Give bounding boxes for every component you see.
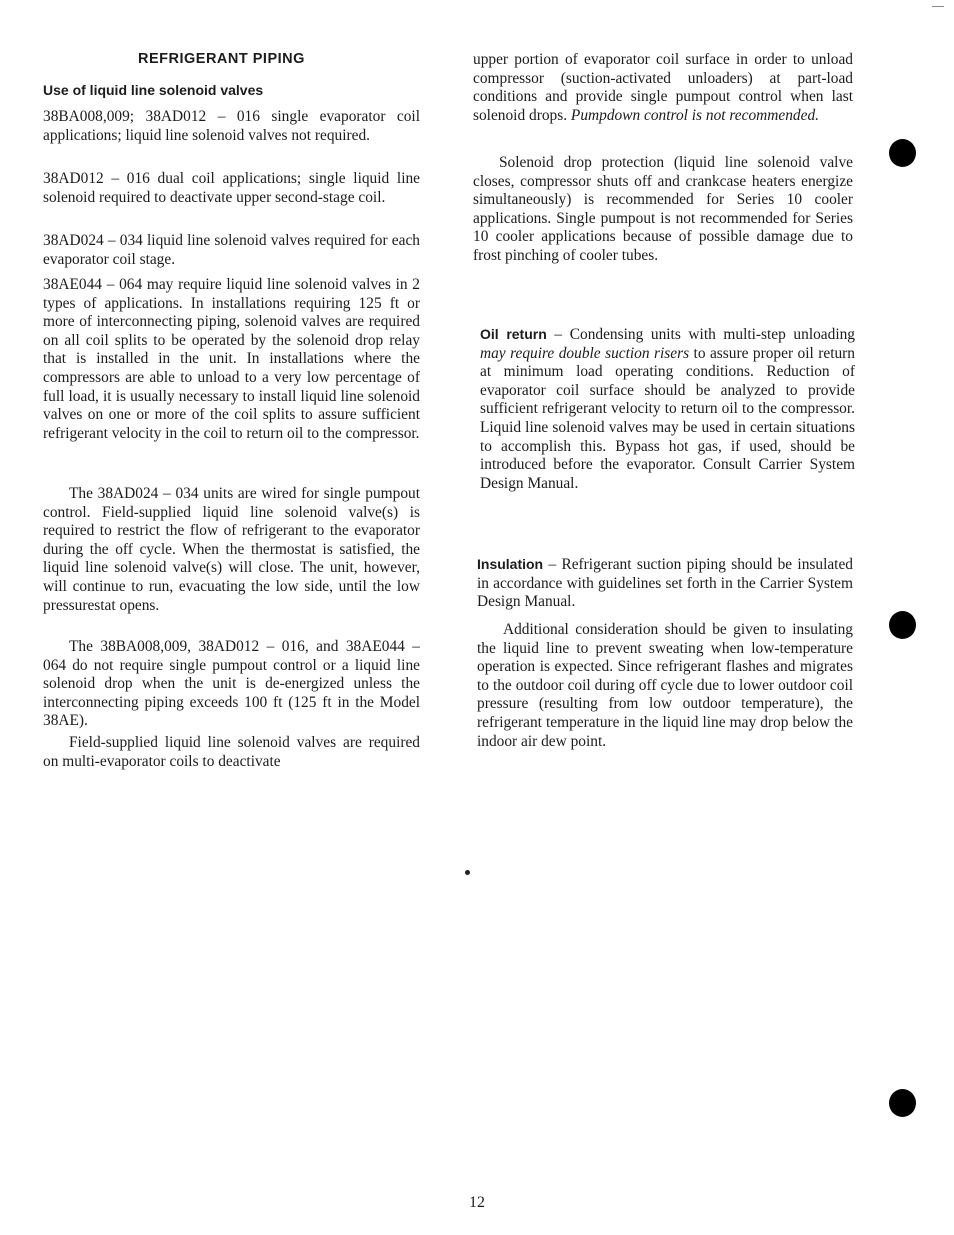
insulation-label: Insulation: [477, 556, 544, 572]
paragraph-38ad012-dual: 38AD012 – 016 dual coil applications; single liquid line solenoid required to deactivate upper second-stage coil.: [43, 170, 420, 206]
paragraph-38ba008: 38BA008,009; 38AD012 – 016 single evaporator coil applications; liquid line solenoid valves not required.: [43, 108, 420, 144]
paragraph-oil-return: [480, 325, 855, 493]
oil-return-italic: may require double suction risers: [480, 344, 690, 362]
subheading: Use of liquid line solenoid valves: [43, 82, 264, 98]
oil-return-text-2: to assure proper oil return at minimum load operating conditions. Reduction of evaporator coil surface should be analyzed to provide sufficient refrigerant velocity to return oil to the compressor. Liquid line solenoid valves may be used in certain situations to accomplish this. Bypass hot gas, if used, should be introduced before the evaporator. Consult Carrier System Design Manual.: [480, 344, 855, 492]
paragraph-insulation: [477, 555, 853, 612]
binding-hole-middle: [889, 611, 916, 639]
paragraph-38ad024: 38AD024 – 034 liquid line solenoid valves required for each evaporator coil stage.: [43, 232, 420, 268]
paragraph-no-pumpout: The 38BA008,009, 38AD012 – 016, and 38AE044 – 064 do not require single pumpout control or a liquid line solenoid drop when the unit is de-energized unless the interconnecting piping exceeds 100 ft (125 ft in the Model 38AE).: [43, 638, 420, 730]
oil-return-dash: –: [554, 326, 563, 343]
corner-mark: [932, 6, 944, 7]
insulation-text: Refrigerant suction piping should be insulated in accordance with guidelines set forth in the Carrier System Design Manual.: [477, 556, 853, 611]
ink-speck: [465, 870, 470, 875]
paragraph-additional-consideration: Additional consideration should be given to insulating the liquid line to prevent sweating when low-temperature operation is expected. Since refrigerant flashes and migrates to the outdoor coil during off cycle due to lower outdoor coil pressure (resulting from low outdoor temperature), the refrigerant temperature in the liquid line may drop below the indoor air dew point.: [477, 621, 853, 750]
pumpdown-note: Pumpdown control is not recommended.: [570, 106, 819, 124]
section-title: REFRIGERANT PIPING: [138, 51, 305, 67]
oil-return-text-1: Condensing units with multi-step unloading: [569, 326, 855, 343]
binding-hole-top: [889, 139, 916, 167]
paragraph-field-supplied: Field-supplied liquid line solenoid valves are required on multi-evaporator coils to deactivate: [43, 734, 420, 770]
page-number: 12: [469, 1194, 485, 1211]
paragraph-38ae044: 38AE044 – 064 may require liquid line solenoid valves in 2 types of applications. In installations requiring 125 ft or more of interconnecting piping, solenoid valves are required on all coil splits to be operated by the solenoid drop relay that is installed in the unit. In installations where the compressors are able to unload to a very low percentage of full load, it is usually necessary to install liquid line solenoid valves on one or more of the coil splits to assure sufficient refrigerant velocity in the coil to return oil to the compressor.: [43, 276, 420, 442]
paragraph-single-pumpout: The 38AD024 – 034 units are wired for single pumpout control. Field-supplied liquid line solenoid valve(s) is required to restrict the flow of refrigerant to the evaporator during the off cycle. When the thermostat is satisfied, the liquid line solenoid valve(s) will close. The unit, however, will continue to run, evacuating the low side, until the low pressurestat opens.: [43, 485, 420, 614]
paragraph-solenoid-drop: Solenoid drop protection (liquid line solenoid valve closes, compressor shuts off and crankcase heaters energize simultaneously) is recommended for Series 10 cooler applications. Single pumpout is not recommended for Series 10 cooler applications because of possible damage due to frost pinching of cooler tubes.: [473, 154, 853, 264]
oil-return-label: Oil return: [480, 326, 547, 342]
paragraph-continuation: [473, 51, 853, 125]
continuation-text: upper portion of evaporator coil surface in order to unload compressor (suction-activated unloaders) at part-load conditions and provide single pumpout control when last solenoid drops.: [473, 51, 853, 124]
insulation-dash: –: [548, 556, 557, 573]
binding-hole-bottom: [889, 1089, 916, 1117]
